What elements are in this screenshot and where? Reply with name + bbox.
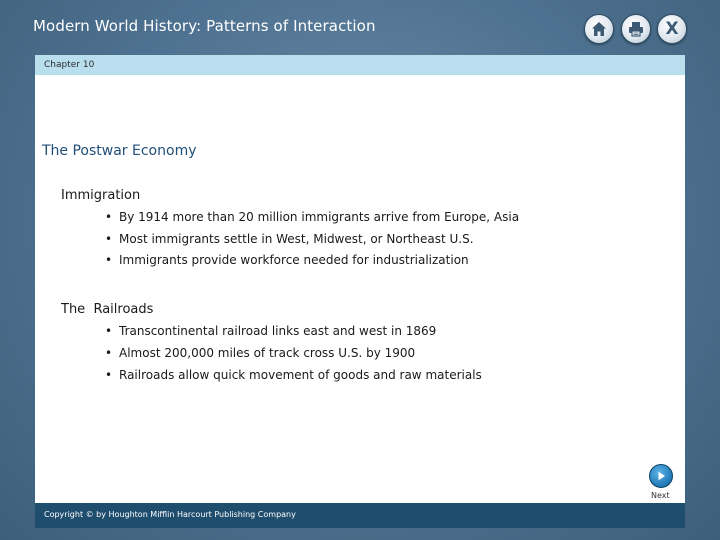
- copyright-text: Copyright © by Houghton Mifflin Harcourt Publishing Company: [44, 510, 296, 519]
- slide-content: [35, 75, 685, 503]
- bullet-text: Transcontinental railroad links east and west in 1869: [119, 324, 437, 338]
- section-heading-immigration: Immigration: [61, 188, 141, 203]
- home-button[interactable]: [584, 14, 614, 44]
- next-button[interactable]: [649, 464, 673, 488]
- bullet-item: [105, 232, 474, 246]
- bullet-text: Most immigrants settle in West, Midwest, or Northeast U.S.: [119, 232, 474, 246]
- close-icon: X: [665, 18, 679, 39]
- bullet-text: Railroads allow quick movement of goods and raw materials: [119, 368, 482, 382]
- bullet-dot: •: [105, 368, 113, 382]
- app-title: Modern World History: Patterns of Interaction: [33, 17, 376, 35]
- bullet-text: By 1914 more than 20 million immigrants arrive from Europe, Asia: [119, 210, 520, 224]
- close-button[interactable]: [657, 14, 687, 44]
- bullet-text: Immigrants provide workforce needed for industrialization: [119, 253, 469, 267]
- next-label: Next: [651, 491, 670, 500]
- print-button[interactable]: [621, 14, 651, 44]
- chapter-label: Chapter 10: [44, 60, 95, 70]
- bullet-dot: •: [105, 253, 113, 267]
- bullet-dot: •: [105, 210, 113, 224]
- play-arrow-icon: [655, 470, 667, 482]
- bullet-dot: •: [105, 346, 113, 360]
- print-icon: [627, 20, 645, 38]
- bullet-dot: •: [105, 324, 113, 338]
- bullet-item: [105, 368, 482, 382]
- home-icon: [590, 20, 608, 38]
- bullet-dot: •: [105, 232, 113, 246]
- chapter-bar: [35, 55, 685, 75]
- slide-title: The Postwar Economy: [42, 143, 197, 159]
- bullet-text: Almost 200,000 miles of track cross U.S. by 1900: [119, 346, 416, 360]
- section-heading-railroads: The Railroads: [61, 302, 154, 317]
- footer-bar: [35, 503, 685, 528]
- bullet-item: [105, 210, 519, 224]
- bullet-item: [105, 346, 415, 360]
- bullet-item: [105, 253, 469, 267]
- bullet-item: [105, 324, 436, 338]
